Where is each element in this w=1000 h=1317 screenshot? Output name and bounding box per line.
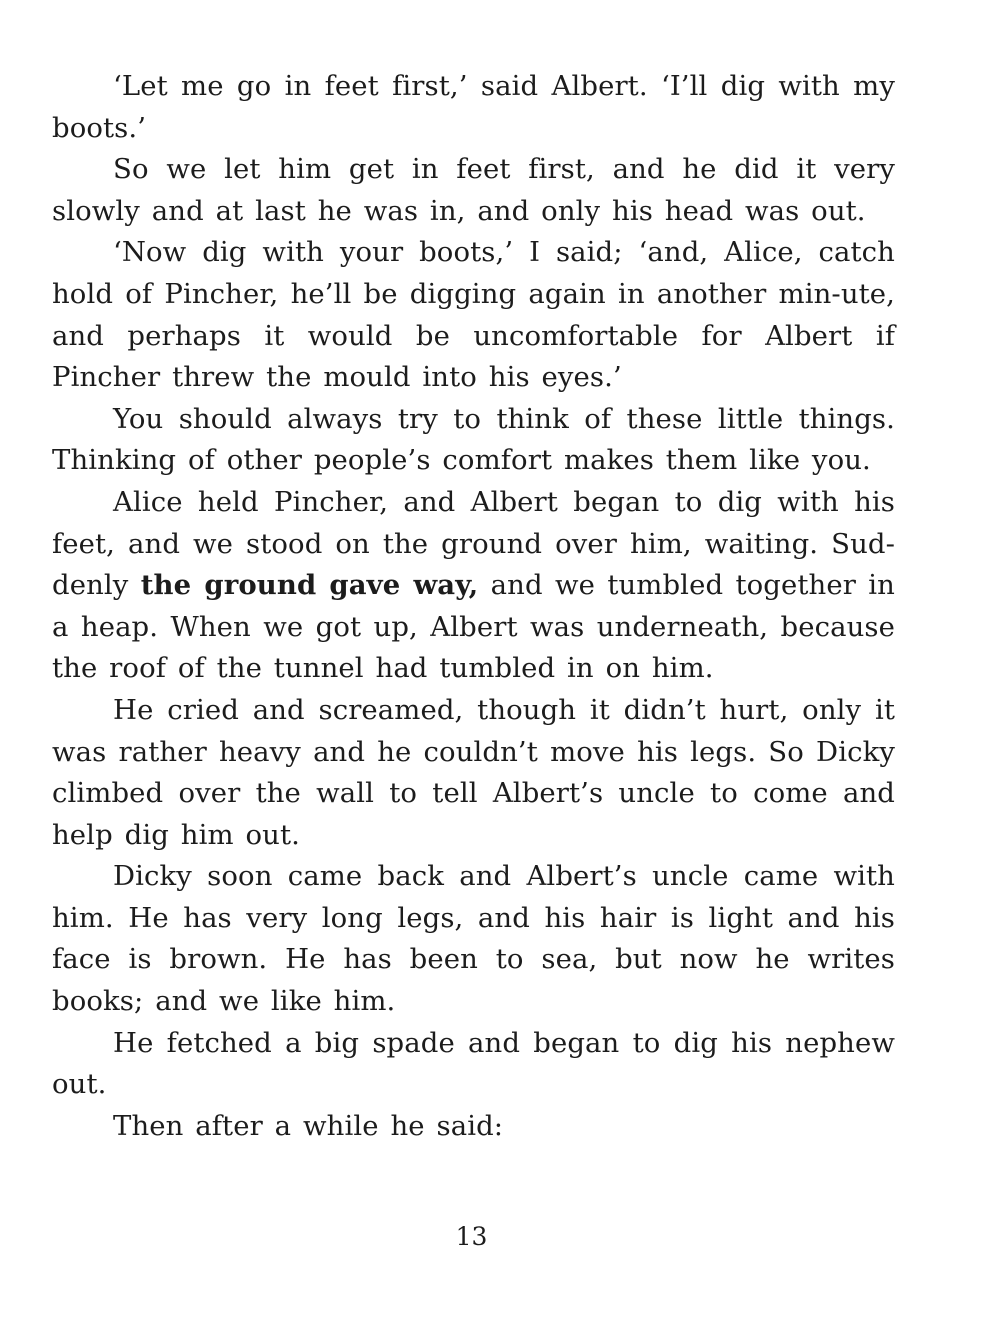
paragraph-7: Dicky soon came back and Albert’s uncle came with him. He has very long legs, and his hair is light and his face is brown. He has been to sea, but now he writes books; and we like him. xyxy=(52,860,895,1018)
paragraph-6: He cried and screamed, though it didn’t hurt, only it was rather heavy and he couldn’t move his legs. So Dicky climbed over the wall to tell Albert’s uncle to come and help dig him out. xyxy=(52,693,895,851)
page-number: 13 xyxy=(455,1222,488,1251)
paragraph-5 xyxy=(52,482,895,690)
paragraph-4: You should always try to think of these little things. Thinking of other people’s comfort makes them like you. xyxy=(52,402,895,477)
paragraph-5-after: and we tumbled together in a heap. When we got up, Albert was underneath, because the roof of the tunnel had tumbled in on him. xyxy=(52,569,895,685)
paragraph-9: Then after a while he said: xyxy=(113,1109,504,1142)
paragraph-8: He fetched a big spade and began to dig his nephew out. xyxy=(52,1026,895,1101)
paragraph-5-before: Alice held Pincher, and Albert began to dig with his feet, and we stood on the ground over him, waiting. Sud-denly xyxy=(52,485,895,602)
bold-phrase: the ground gave way, xyxy=(140,569,479,602)
paragraph-3: ‘Now dig with your boots,’ I said; ‘and, Alice, catch hold of Pincher, he’ll be digging again in another min-ute, and perhaps it would be uncomfortable for Albert if Pincher threw the mould into his eyes.’ xyxy=(52,236,895,394)
paragraph-1: ‘Let me go in feet first,’ said Albert. ‘I’ll dig with my boots.’ xyxy=(52,70,895,144)
paragraph-2: So we let him get in feet first, and he did it very slowly and at last he was in, and only his head was out. xyxy=(52,153,895,227)
book-page-text xyxy=(52,66,895,1147)
